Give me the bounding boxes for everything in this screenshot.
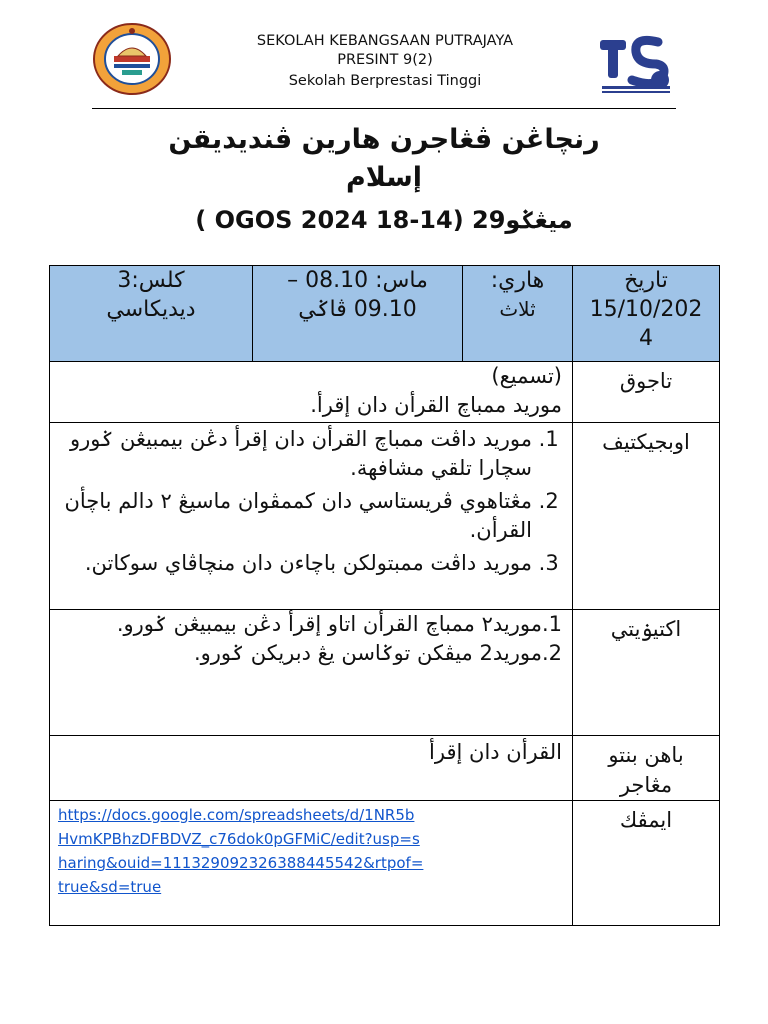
day-value: ثلاث: [499, 297, 536, 321]
material-value: القرأن دان إقرأ: [50, 736, 573, 801]
topic-content: [50, 362, 573, 423]
page-title-line1: رنچاڠن ڤڠاجرن هارين ڤنديديقن: [168, 124, 600, 155]
class-value: ديديكاسي: [106, 297, 196, 322]
objective-label: اوبجيكتيف: [573, 423, 720, 610]
topic-line2: موريد ممباچ القرأن دان إقرأ.: [310, 393, 562, 417]
objective-list: [56, 425, 566, 578]
activity-label: اكتيۏيتي: [573, 610, 720, 736]
activity-item: 1.موريد٢ ممباچ القرأن اتاو إقرأ دڠن بيمبيڠن ݢورو.: [116, 612, 562, 636]
time-cell: [253, 266, 463, 362]
objective-item: 1. موريد داڤت ممباچ القرأن دان إقرأ دڠن بيمبيڠن ݢورو سچارا تلقي مشافهة.: [56, 425, 532, 483]
activity-item: 2.موريد2 ميڤكن توݢاسن يڠ دبريكن ݢورو.: [193, 641, 562, 665]
material-label: باهن بنتو مڠاجر: [573, 736, 720, 801]
date-cell: [573, 266, 720, 362]
day-label: هاري:: [490, 268, 545, 293]
header-row: [50, 266, 720, 362]
activity-row: [50, 610, 720, 736]
lesson-plan-table: [49, 265, 720, 926]
page-title-line2: إسلام: [345, 162, 423, 193]
ts25-logo: [598, 30, 674, 96]
school-motto: Sekolah Berprestasi Tinggi: [288, 73, 482, 89]
time-label: ماس: 08.10 –: [287, 268, 428, 293]
impact-link[interactable]: https://docs.google.com/spreadsheets/d/1NR5bHvmKPBhzDFBDVZ_c76dok0pGFMiC/edit?usp=sharing&ouid=111329092326388445542&rtpof=true&sd=true: [58, 806, 424, 896]
topic-label: تاجوق: [573, 362, 720, 423]
school-precinct: PRESINT 9(2): [337, 52, 433, 68]
school-crest-logo: [92, 22, 172, 96]
class-cell: [50, 266, 253, 362]
impact-content: [50, 801, 573, 926]
topic-line1: (تسميع): [491, 364, 562, 388]
objective-row: [50, 423, 720, 610]
date-value: 15/10/2024: [589, 297, 703, 351]
objective-content: [50, 423, 573, 610]
date-label: تاريخ: [624, 268, 668, 293]
day-cell: [463, 266, 573, 362]
impact-label: ايمڤك: [573, 801, 720, 926]
material-row: [50, 736, 720, 801]
time-value: 09.10 ڤاݢي: [298, 297, 417, 322]
class-label: كلس:3: [117, 268, 185, 293]
header-divider: [92, 108, 676, 109]
topic-row: [50, 362, 720, 423]
objective-item: 3. موريد داڤت ممبتولكن باچاءن دان منچاڤاي سوكاتن.: [56, 549, 532, 578]
week-title-text: ميڠݢو29 (14-18 OGOS 2024 ): [195, 206, 573, 234]
activity-content: [50, 610, 573, 736]
week-title: [100, 206, 668, 234]
impact-row: [50, 801, 720, 926]
objective-item: 2. مڠتاهوي ڤريستاسي دان كممڤوان ماسيڠ ٢ دالم باچأن القرأن.: [56, 487, 532, 545]
school-name: SEKOLAH KEBANGSAAN PUTRAJAYA: [256, 33, 514, 49]
